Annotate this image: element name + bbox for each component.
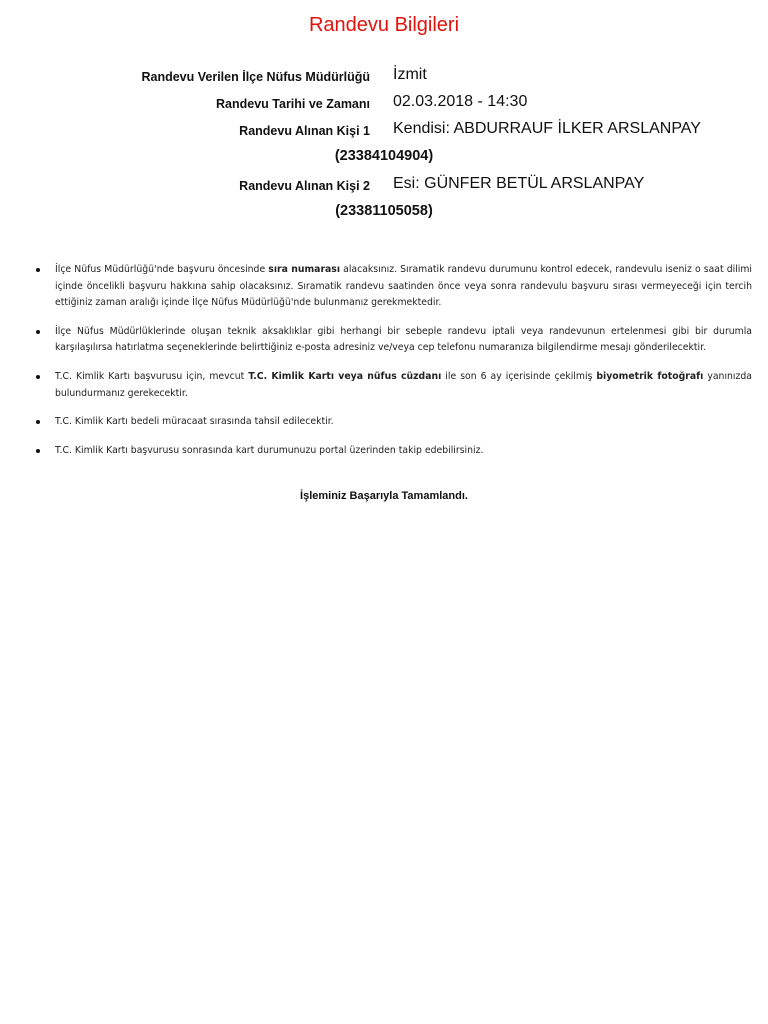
bullet-icon xyxy=(36,268,40,272)
notes-list xyxy=(32,262,752,471)
list-item xyxy=(32,324,752,357)
note-bold: T.C. Kimlik Kartı veya nüfus cüzdanı xyxy=(248,370,442,382)
bullet-icon xyxy=(36,375,40,379)
list-item xyxy=(32,414,752,431)
list-item xyxy=(32,443,752,460)
note-text: T.C. Kimlik Kartı başvurusu sonrasında kart durumunuzu portal üzerinden takip edebilirsiniz. xyxy=(55,444,484,456)
note-text: İlçe Nüfus Müdürlüğü'nde başvuru öncesinde xyxy=(55,264,269,275)
person1-value: Kendisi: ABDURRAUF İLKER ARSLANPAY xyxy=(393,120,701,137)
success-message: İşleminiz Başarıyla Tamamlandı. xyxy=(300,490,468,502)
datetime-label: Randevu Tarihi ve Zamanı xyxy=(216,97,370,111)
page-title: Randevu Bilgileri xyxy=(308,14,460,36)
note-text: ile son 6 ay içerisinde çekilmiş xyxy=(441,370,597,382)
datetime-value: 02.03.2018 - 14:30 xyxy=(393,93,528,110)
note-bold: biyometrik fotoğrafı xyxy=(596,370,704,382)
bullet-icon xyxy=(36,420,40,424)
note-text: İlçe Nüfus Müdürlüklerinde oluşan teknik aksaklıklar gibi herhangi bir sebeple randevu iptali veya randevunun ertelenmesi gibi bir durumla karşılaşılırsa hatırlatma seçeneklerinde belirttiğiniz e-posta adresiniz ve/veya cep telefonu numaranıza bilgilendirme mesajı gönderilecektir. xyxy=(55,325,752,354)
person1-id: (23384104904) xyxy=(334,148,434,164)
list-item xyxy=(32,262,752,312)
office-row xyxy=(0,66,768,90)
list-item xyxy=(32,369,752,402)
person1-label: Randevu Alınan Kişi 1 xyxy=(239,124,370,138)
note-text: T.C. Kimlik Kartı bedeli müracaat sırasında tahsil edilecektir. xyxy=(55,416,334,428)
person1-row xyxy=(0,120,768,144)
person2-row xyxy=(0,175,768,199)
note-text: yanınızda bulundurmanız gerekecektir. xyxy=(55,370,752,399)
note-bold: sıra numarası xyxy=(268,264,341,275)
person2-label: Randevu Alınan Kişi 2 xyxy=(239,179,370,193)
bullet-icon xyxy=(36,330,40,334)
datetime-row xyxy=(0,93,768,117)
office-label: Randevu Verilen İlçe Nüfus Müdürlüğü xyxy=(141,70,370,84)
bullet-icon xyxy=(36,449,40,453)
person2-id: (23381105058) xyxy=(335,203,433,219)
note-text: alacaksınız. Sıramatik randevu durumunu kontrol edecek, randevulu iseniz o saat dilimi içinde öncelikli başvuru hakkına sahip olacaksınız. Sıramatik randevu saatinden önce veya sonra randevulu başvuru sırası vermeyeceği için tercih ettiğiniz zaman aralığı içinde İlçe Nüfus Müdürlüğü'nde bulunmanız gerekmektedir. xyxy=(55,264,753,309)
person2-value: Esi: GÜNFER BETÜL ARSLANPAY xyxy=(393,175,645,192)
office-value: İzmit xyxy=(393,66,427,83)
note-text: T.C. Kimlik Kartı başvurusu için, mevcut xyxy=(55,370,249,382)
